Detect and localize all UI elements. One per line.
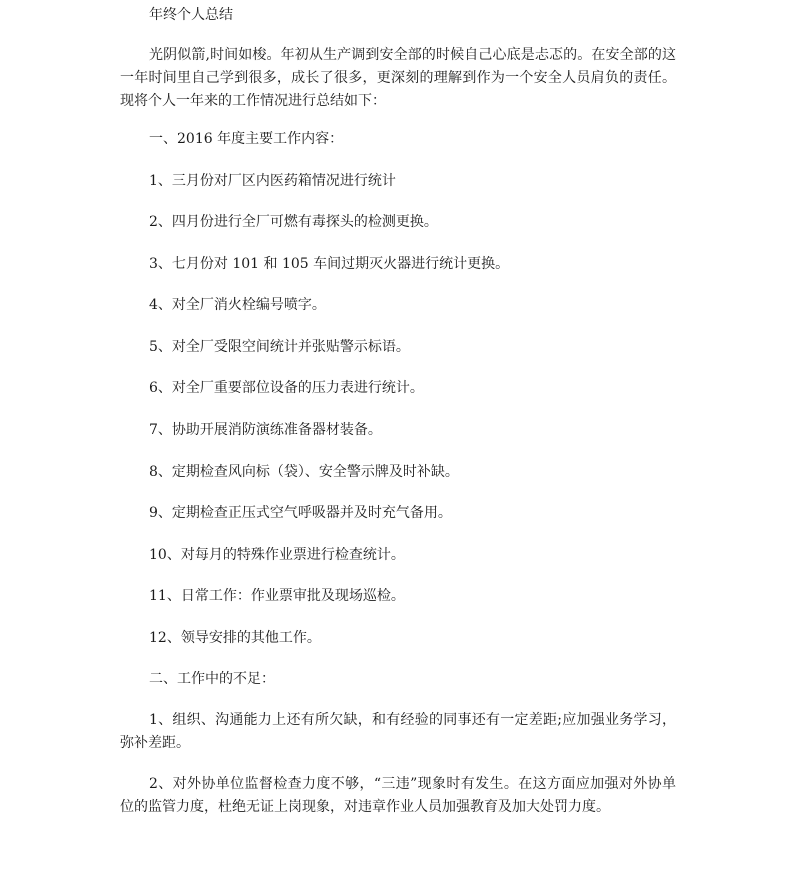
shortcoming-item-1: 1、组织、沟通能力上还有所欠缺，和有经验的同事还有一定差距;应加强业务学习，弥补差距。 [120,712,676,751]
work-item-11: 11、日常工作：作业票审批及现场巡检。 [149,588,405,604]
work-item-6: 6、对全厂重要部位设备的压力表进行统计。 [149,380,424,396]
work-item-10: 10、对每月的特殊作业票进行检查统计。 [149,547,405,563]
work-item-8: 8、定期检查风向标（袋）、安全警示牌及时补缺。 [149,464,459,480]
shortcoming-item-2: 2、对外协单位监督检查力度不够，“三违”现象时有发生。在这方面应加强对外协单位的监管力度，杜绝无证上岗现象，对违章作业人员加强教育及加大处罚力度。 [120,776,676,815]
work-item-12: 12、领导安排的其他工作。 [149,630,321,646]
intro-paragraph: 光阴似箭,时间如梭。年初从生产调到安全部的时候自己心底是忐忑的。在安全部的这一年时间里自己学到很多，成长了很多，更深刻的理解到作为一个安全人员肩负的责任。现将个人一年来的工作情况进行总结如下： [120,47,676,109]
work-item-2: 2、四月份进行全厂可燃有毒探头的检测更换。 [149,214,438,230]
work-item-7: 7、协助开展消防演练准备器材装备。 [149,422,382,438]
work-item-4: 4、对全厂消火栓编号喷字。 [149,297,326,313]
work-item-1: 1、三月份对厂区内医药箱情况进行统计 [149,173,396,189]
section2-heading: 二、工作中的不足： [149,671,275,687]
document-title: 年终个人总结 [149,7,233,23]
work-item-9: 9、定期检查正压式空气呼吸器并及时充气备用。 [149,505,452,521]
work-item-5: 5、对全厂受限空间统计并张贴警示标语。 [149,339,410,355]
work-item-3: 3、七月份对 101 和 105 车间过期灭火器进行统计更换。 [149,256,510,272]
section1-heading: 一、2016 年度主要工作内容： [149,131,344,147]
